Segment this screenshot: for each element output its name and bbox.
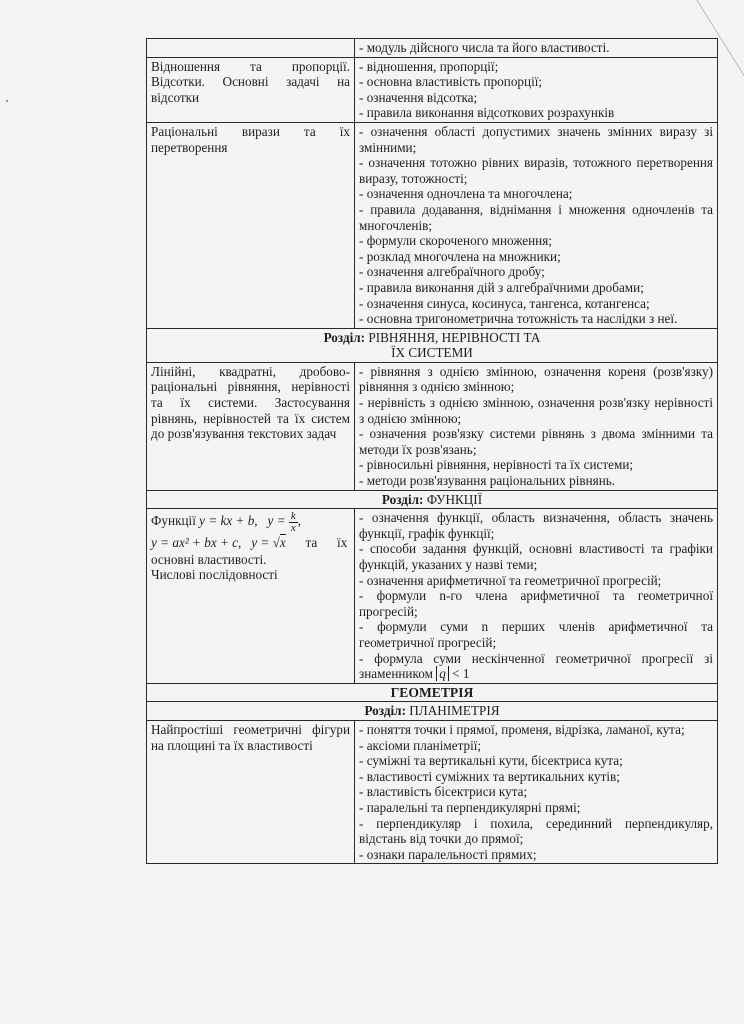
table-row [147, 122, 718, 328]
section-prefix: Розділ: [381, 491, 424, 507]
list-item: - властивості суміжних та вертикальних кутів; [359, 768, 620, 784]
formula-linear: y = kx + b, [199, 513, 258, 529]
topic-text: основні властивості. [151, 551, 267, 567]
fraction-k-over-x [289, 511, 298, 534]
fraction-denominator: x [290, 521, 296, 534]
section-title: ЇХ СИСТЕМИ [391, 345, 473, 361]
list-item: - означення тотожно рівних виразів, тотожного перетворення виразу, тотожності; [359, 155, 713, 186]
sqrt-radicand: x [279, 534, 286, 550]
table-row [147, 362, 718, 490]
list-item: - правила виконання відсоткових розрахунків [359, 105, 615, 121]
topic-text: Функції [151, 513, 196, 529]
list-item: - ознаки паралельності прямих; [359, 846, 537, 862]
topic-cell [147, 39, 355, 58]
list-item: - властивість бісектриси кута; [359, 784, 528, 800]
table-row [147, 39, 718, 58]
list-item: - перпендикуляр і похила, серединний перпендикуляр, відстань від точки до прямої; [359, 815, 713, 847]
list-item [359, 651, 713, 682]
topic-cell [147, 122, 355, 328]
topic-cell [147, 362, 355, 490]
content-cell [355, 509, 718, 684]
list-item: - означення відсотка; [359, 89, 478, 105]
section-header-row [147, 702, 718, 721]
list-item: - розклад многочлена на множники; [359, 248, 561, 264]
list-item: - способи задання функцій, основні властивості та графіки функцій, указаних у назві теми; [359, 541, 713, 572]
function-formulas-line1: Функції y = kx + b, y = $\frac{k}{x}$ , [151, 509, 302, 534]
list-item: - рівняння з однією змінною, означення кореня (розв'язку) рівняння з однією змінною; [359, 363, 713, 395]
list-item-text: - формула суми нескінченної геометричної прогресії зі знаменником [359, 650, 713, 682]
list-item: - означення області допустимих значень змінних виразу зі змінними; [359, 123, 713, 155]
abs-q: q [436, 666, 449, 681]
formula-quadratic: y = ax² + bx + c, [151, 534, 242, 550]
list-item: - означення синуса, косинуса, тангенса, котангенса; [359, 295, 650, 311]
topic-text: Лінійні, квадратні, дробово-раціональні рівняння, нерівності та їх системи. Застосування рівнянь, нерівностей та їх систем до розв'язування текстових задач [151, 363, 350, 442]
topic-text: та [305, 534, 318, 550]
section-header-planimetry [147, 702, 718, 721]
section-prefix: Розділ: [364, 703, 406, 719]
table-row [147, 720, 718, 863]
list-item: - означення арифметичної та геометричної прогресій; [359, 572, 662, 588]
list-item: - відношення, пропорції; [359, 58, 499, 74]
inequality-tail: < 1 [452, 666, 470, 682]
page-speck [6, 100, 8, 102]
formula-sqrt: y = [251, 534, 270, 550]
list-item: - означення функції, область визначення, область значень функції, графік функції; [359, 510, 713, 541]
list-item: - суміжні та вертикальні кути, бісектриса кута; [359, 753, 623, 769]
section-header-functions [147, 490, 718, 509]
list-item: - означення алгебраїчного дробу; [359, 264, 545, 280]
list-item: - паралельні та перпендикулярні прямі; [359, 799, 581, 815]
list-item: - означення розв'язку системи рівнянь з двома змінними та методи їх розв'язань; [359, 426, 713, 457]
list-item: - методи розв'язування раціональних рівнянь. [359, 473, 616, 489]
topic-text: Числові послідовності [151, 567, 278, 583]
content-cell [355, 362, 718, 490]
content-cell [355, 39, 718, 58]
list-item: - модуль дійсного числа та його властивості. [359, 40, 610, 55]
list-item: - формули n-го члена арифметичної та геометричної прогресій; [359, 588, 713, 619]
section-header-row [147, 490, 718, 509]
content-cell [355, 57, 718, 122]
section-title: ПЛАНІМЕТРІЯ [409, 703, 500, 719]
fraction-numerator: k [290, 509, 296, 522]
section-title: ФУНКЦІЇ [426, 491, 483, 507]
section-header-row [147, 683, 718, 702]
topic-cell [147, 509, 355, 684]
topic-text: Найпростіші геометричні фігури на площині та їх властивості [151, 721, 350, 753]
list-item: - нерівність з однією змінною, означення розв'язку нерівності з однією змінною; [359, 395, 713, 426]
topic-cell [147, 57, 355, 122]
geometry-heading: ГЕОМЕТРІЯ [147, 683, 718, 702]
table-row [147, 57, 718, 122]
curriculum-table [146, 38, 718, 864]
section-header-equations [147, 328, 718, 362]
content-cell [355, 720, 718, 863]
topic-text: Відношення та пропорції. Відсотки. Основні задачі на відсотки [151, 58, 350, 105]
section-header-row [147, 328, 718, 362]
list-item: - рівносильні рівняння, нерівності та їх системи; [359, 457, 634, 473]
section-prefix: Розділ: [323, 329, 366, 345]
content-cell [355, 122, 718, 328]
topic-cell [147, 720, 355, 863]
section-title: РІВНЯННЯ, НЕРІВНОСТІ ТА [368, 329, 541, 345]
list-item: - правила виконання дій з алгебраїчними дробами; [359, 279, 644, 295]
topic-text: їх [337, 534, 348, 550]
list-item: - основна тригонометрична тотожність та наслідки з неї. [359, 311, 678, 327]
formula-hyperbola: y = [267, 513, 286, 529]
sqrt-sign: √x [272, 534, 286, 550]
list-item: - поняття точки і прямої, променя, відрізка, ламаної, кута; [359, 721, 685, 737]
topic-text: Раціональні вирази та їх перетворення [151, 123, 350, 155]
list-item: - правила додавання, віднімання і множення одночленів та многочленів; [359, 201, 713, 233]
list-item: - основна властивість пропорції; [359, 74, 543, 90]
list-item: - аксіоми планіметрії; [359, 737, 482, 753]
function-formulas-line2 [151, 534, 350, 552]
list-item: - формули скороченого множення; [359, 233, 552, 249]
list-item: - означення одночлена та многочлена; [359, 186, 573, 202]
table-row [147, 509, 718, 684]
list-item: - формули суми n перших членів арифметичної та геометричної прогресій; [359, 619, 713, 650]
